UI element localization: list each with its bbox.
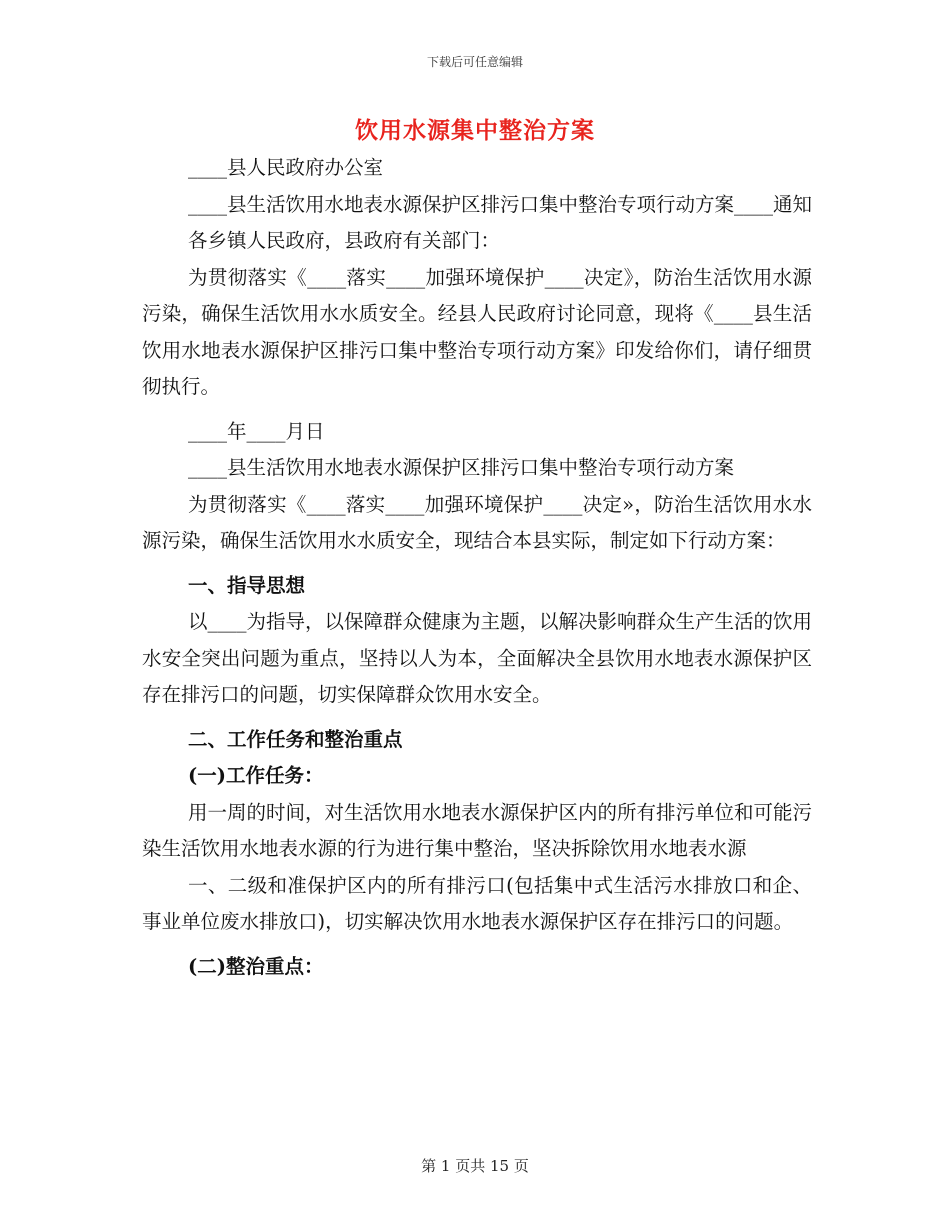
section-heading-guiding-ideology: 一、指导思想	[188, 573, 306, 597]
subheading-work-tasks: (一)工作任务：	[188, 764, 324, 787]
section-heading-tasks: 二、工作任务和整治重点	[188, 727, 403, 751]
guiding-ideology-paragraph: 以____为指导，以保障群众健康为主题，以解决影响群众生产生活的饮用水安全突出问题为重点，坚持以人为本，全面解决全县饮用水地表水源保护区存在排污口的问题，切实保障群众饮用水安全。	[142, 610, 813, 706]
plan-title: ____县生活饮用水地表水源保护区排污口集中整治专项行动方案	[188, 456, 735, 479]
addressees: 各乡镇人民政府，县政府有关部门：	[188, 229, 501, 252]
page-number: 第 1 页共 15 页	[421, 1157, 529, 1175]
page-header: 下载后可任意编辑	[426, 55, 523, 69]
subheading-key-points: (二)整治重点：	[188, 954, 324, 978]
notice-paragraph: 为贯彻落实《____落实____加强环境保护____决定》，防治生活饮用水源污染，确保生活饮用水水质安全。经县人民政府讨论同意，现将《____县生活饮用水地表水源保护区排污口集中整治专项行动方案》印发给你们，请仔细贯彻执行。	[142, 265, 812, 398]
work-tasks-paragraph-continued: 一、二级和准保护区内的所有排污口(包括集中式生活污水排放口和企、事业单位废水排放口)，切实解决饮用水地表水源保护区存在排污口的问题。	[142, 873, 812, 933]
plan-intro-paragraph: 为贯彻落实《____落实____加强环境保护____决定»，防治生活饮用水水源污染，确保生活饮用水水质安全，现结合本县实际，制定如下行动方案：	[142, 492, 812, 552]
work-tasks-paragraph: 用一周的时间，对生活饮用水地表水源保护区内的所有排污单位和可能污染生活饮用水地表水源的行为进行集中整治，坚决拆除饮用水地表水源	[142, 800, 813, 860]
date-line: ____年____月日	[188, 419, 325, 443]
recipient-office: ____县人民政府办公室	[188, 156, 384, 179]
notice-subject: ____县生活饮用水地表水源保护区排污口集中整治专项行动方案____通知	[188, 192, 813, 216]
document-title: 饮用水源集中整治方案	[355, 117, 595, 144]
document-body	[142, 150, 812, 985]
